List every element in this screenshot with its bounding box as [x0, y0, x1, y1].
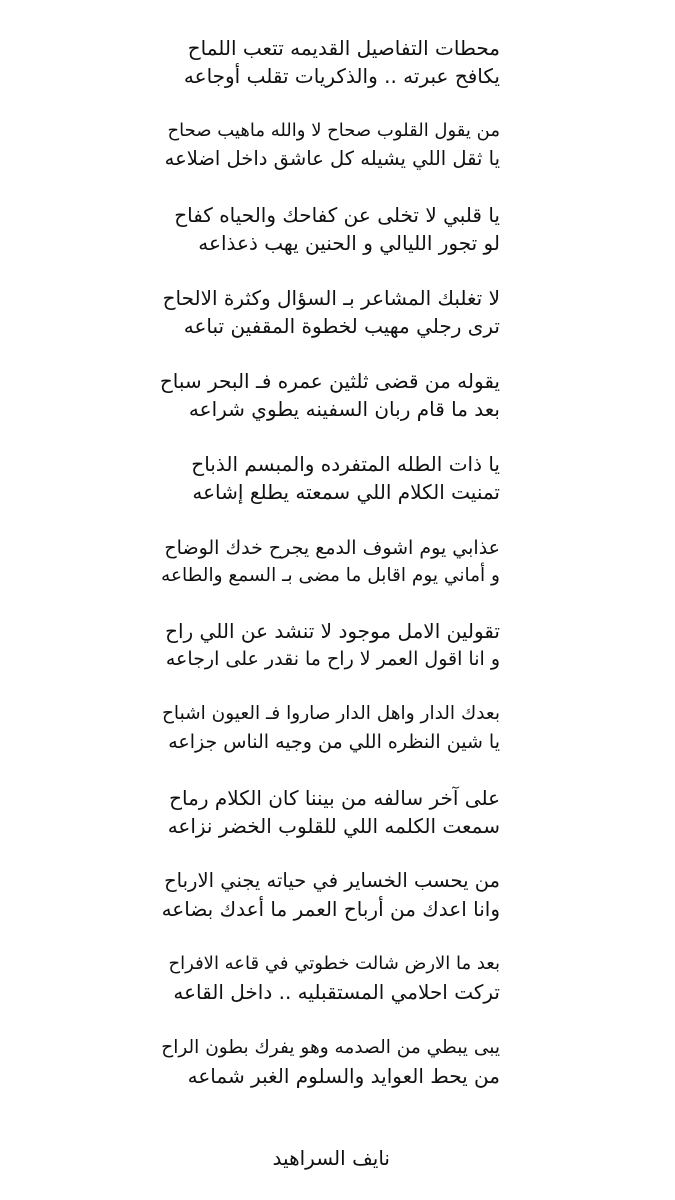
verse-line: بعد ما الارض شالت خطوتي في قاعه الافراح	[168, 953, 500, 975]
verse-line: يبى يبطي من الصدمه وهو يفرك بطون الراح	[161, 1036, 500, 1058]
verse-line: بعدك الدار واهل الدار صاروا فـ العيون اشباح	[161, 703, 500, 725]
verse-line: عذابي يوم اشوف الدمع يجرح خدك الوضاح	[164, 536, 500, 559]
stanza-8	[160, 617, 500, 700]
verse-line: على آخر سالفه من بيننا كان الكلام رماح	[169, 785, 500, 810]
stanza-9	[160, 700, 500, 783]
stanza-3	[160, 201, 500, 284]
verse-line: محطات التفاصيل القديمه تتعب اللماح	[187, 36, 500, 60]
stanza-12	[160, 950, 500, 1033]
verse-line: تقولين الامل موجود لا تنشد عن اللي راح	[165, 619, 500, 644]
verse-line: وانا اعدك من أرباح العمر ما أعدك بضاعه	[161, 896, 500, 921]
verse-line: ترى رجلي مهيب لخطوة المقفين تباعه	[183, 313, 500, 338]
poem-body	[160, 34, 500, 1117]
stanza-11	[160, 867, 500, 950]
verse-line: من يقول القلوب صحاح لا والله ماهيب صحاح	[167, 120, 500, 142]
verse-line: سمعت الكلمه اللي للقلوب الخضر نزاعه	[167, 813, 500, 838]
verse-line: يا ثقل اللي يشيله كل عاشق داخل اضلاعه	[164, 147, 500, 171]
verse-line: تمنيت الكلام اللي سمعته يطلع إشاعه	[192, 480, 500, 505]
verse-line: يا ذات الطله المتفرده والمبسم الذباح	[191, 452, 500, 477]
verse-line: يقوله من قضى ثلثين عمره فـ البحر سباح	[159, 369, 500, 394]
stanza-4	[160, 284, 500, 367]
stanza-1	[160, 34, 500, 117]
verse-line: لو تجور الليالي و الحنين يهب ذعذاعه	[198, 230, 500, 255]
poet-signature: نايف السراهيد	[272, 1146, 390, 1170]
stanza-10	[160, 784, 500, 867]
stanza-13	[160, 1034, 500, 1117]
verse-line: يا شين النظره اللي من وجيه الناس جزاعه	[168, 731, 500, 754]
verse-line: تركت احلامي المستقبليه .. داخل القاعه	[173, 980, 500, 1005]
verse-line: يا قلبي لا تخلى عن كفاحك والحياه كفاح	[174, 202, 500, 227]
verse-line: و انا اقول العمر لا راح ما نقدر على ارجاعه	[165, 648, 500, 671]
verse-line: لا تغلبك المشاعر بـ السؤال وكثرة الالحاح	[162, 285, 500, 310]
stanza-2	[160, 117, 500, 200]
stanza-7	[160, 534, 500, 617]
stanza-5	[160, 367, 500, 450]
verse-line: و أماني يوم اقابل ما مضى بـ السمع والطاعه	[161, 564, 500, 586]
verse-line: من يحط العوايد والسلوم الغبر شماعه	[187, 1063, 500, 1088]
verse-line: يكافح عبرته .. والذكريات تقلب أوجاعه	[183, 64, 500, 88]
stanza-6	[160, 450, 500, 533]
verse-line: بعد ما قام ربان السفينه يطوي شراعه	[188, 397, 500, 422]
verse-line: من يحسب الخساير في حياته يجني الارباح	[164, 868, 500, 892]
poem-page	[0, 34, 675, 1174]
